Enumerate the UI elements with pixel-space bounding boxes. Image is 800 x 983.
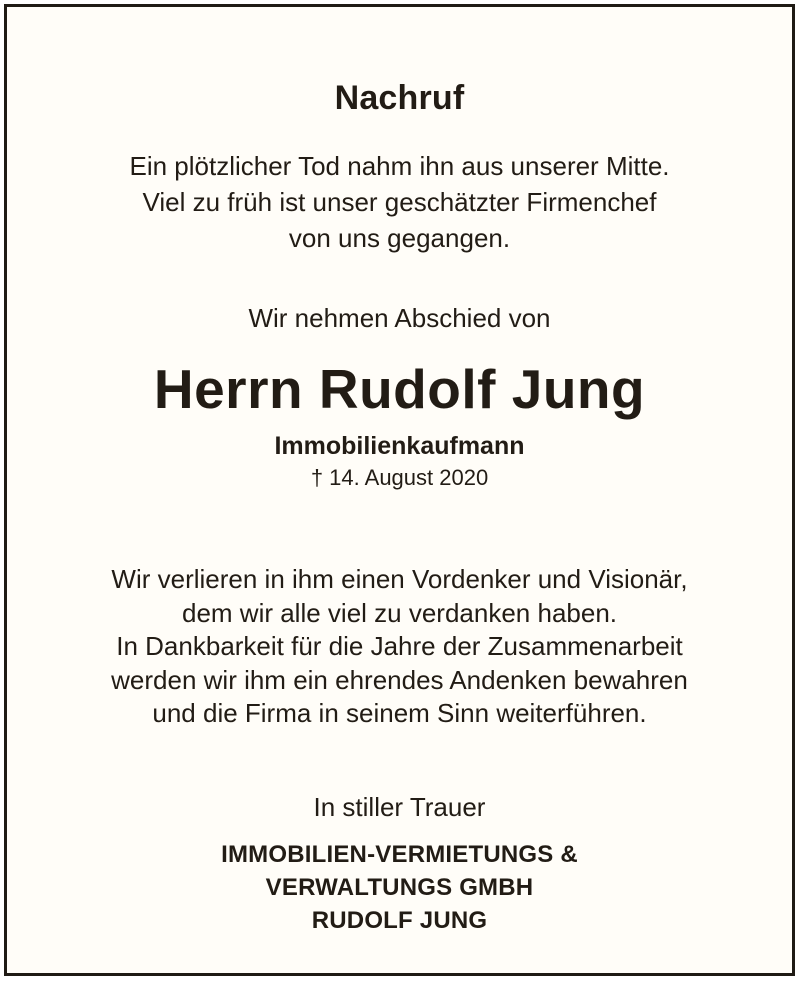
tribute-line: Wir verlieren in ihm einen Vordenker und Visionär, bbox=[111, 564, 688, 594]
farewell-text: Wir nehmen Abschied von bbox=[248, 303, 551, 333]
tribute-line: dem wir alle viel zu verdanken haben. bbox=[181, 597, 618, 628]
intro-text bbox=[7, 148, 792, 256]
signer-line: IMMOBILIEN-VERMIETUNGS & bbox=[221, 841, 578, 868]
tribute-text bbox=[7, 563, 792, 731]
signer-line: VERWALTUNGS GMBH bbox=[265, 874, 534, 901]
obituary-notice bbox=[4, 4, 795, 976]
signers-block bbox=[7, 838, 792, 937]
tribute-line: und die Firma in seinem Sinn weiterführen. bbox=[152, 698, 647, 728]
profession: Immobilienkaufmann bbox=[274, 432, 525, 460]
death-date: † 14. August 2020 bbox=[310, 465, 489, 490]
deceased-name: Herrn Rudolf Jung bbox=[153, 358, 646, 420]
intro-line: Ein plötzlicher Tod nahm ihn aus unserer Mitte. bbox=[129, 151, 670, 181]
notice-title: Nachruf bbox=[334, 79, 465, 117]
signer-line: RUDOLF JUNG bbox=[311, 907, 488, 934]
mourning-text: In stiller Trauer bbox=[313, 792, 486, 822]
tribute-line: werden wir ihm ein ehrendes Andenken bewahren bbox=[111, 664, 688, 695]
intro-line: Viel zu früh ist unser geschätzter Firmenchef bbox=[142, 187, 657, 217]
tribute-line: In Dankbarkeit für die Jahre der Zusammenarbeit bbox=[116, 631, 683, 661]
intro-line: von uns gegangen. bbox=[288, 223, 511, 253]
